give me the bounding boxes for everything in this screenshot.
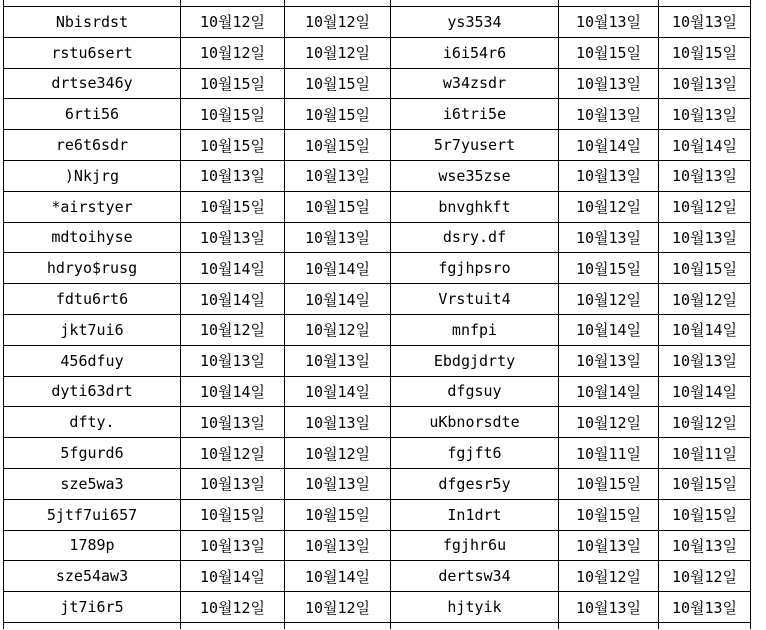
date-cell: 10월15일 xyxy=(659,499,751,530)
name-cell: dfty. xyxy=(4,407,181,438)
date-cell: 10월12일 xyxy=(559,561,659,592)
date-cell: 10월13일 xyxy=(285,530,391,561)
date-cell: 10월12일 xyxy=(559,191,659,222)
date-cell: 10월13일 xyxy=(559,7,659,38)
table-row xyxy=(4,160,751,191)
date-cell: 10월13일 xyxy=(181,407,285,438)
date-cell: 10월12일 xyxy=(181,438,285,469)
date-cell: 10월14일 xyxy=(181,253,285,284)
date-cell: 10월11일 xyxy=(559,438,659,469)
date-cell: 10월14일 xyxy=(559,314,659,345)
name-cell: jt7i6r5 xyxy=(4,592,181,623)
table-row xyxy=(4,530,751,561)
date-cell: 10월13일 xyxy=(285,222,391,253)
name-cell: *airstyer xyxy=(4,191,181,222)
name-cell: dsry.df xyxy=(391,222,559,253)
date-cell: 10월13일 xyxy=(181,530,285,561)
date-cell: 10월15일 xyxy=(285,99,391,130)
date-cell: 10월12일 xyxy=(285,592,391,623)
date-cell: 10월14일 xyxy=(181,284,285,315)
empty-cell xyxy=(659,622,751,629)
date-cell: 10월14일 xyxy=(285,284,391,315)
table-row xyxy=(4,376,751,407)
empty-cell xyxy=(285,622,391,629)
date-cell: 10월15일 xyxy=(181,68,285,99)
date-cell: 10월13일 xyxy=(559,160,659,191)
date-cell: 10월13일 xyxy=(559,530,659,561)
date-cell: 10월12일 xyxy=(659,284,751,315)
table-row xyxy=(4,68,751,99)
schedule-table xyxy=(3,0,751,629)
name-cell: uKbnorsdte xyxy=(391,407,559,438)
name-cell: 6rti56 xyxy=(4,99,181,130)
name-cell: mdtoihyse xyxy=(4,222,181,253)
date-cell: 10월15일 xyxy=(181,130,285,161)
date-cell: 10월12일 xyxy=(285,314,391,345)
name-cell: fgjhr6u xyxy=(391,530,559,561)
date-cell: 10월12일 xyxy=(659,561,751,592)
date-cell: 10월12일 xyxy=(181,7,285,38)
date-cell: 10월12일 xyxy=(285,438,391,469)
date-cell: 10월13일 xyxy=(559,68,659,99)
name-cell: fdtu6rt6 xyxy=(4,284,181,315)
name-cell: dfgesr5y xyxy=(391,468,559,499)
date-cell: 10월13일 xyxy=(659,160,751,191)
date-cell: 10월13일 xyxy=(181,468,285,499)
date-cell: 10월13일 xyxy=(659,530,751,561)
table-row xyxy=(4,468,751,499)
date-cell: 10월15일 xyxy=(181,499,285,530)
name-cell: fgjft6 xyxy=(391,438,559,469)
empty-cell xyxy=(181,622,285,629)
name-cell: hjtyik xyxy=(391,592,559,623)
date-cell: 10월14일 xyxy=(285,561,391,592)
date-cell: 10월15일 xyxy=(559,499,659,530)
name-cell: w34zsdr xyxy=(391,68,559,99)
name-cell: Nbisrdst xyxy=(4,7,181,38)
name-cell: Ebdgjdrty xyxy=(391,345,559,376)
table-row xyxy=(4,284,751,315)
table-row xyxy=(4,37,751,68)
date-cell: 10월12일 xyxy=(181,592,285,623)
name-cell: 456dfuy xyxy=(4,345,181,376)
date-cell: 10월13일 xyxy=(181,222,285,253)
name-cell: jkt7ui6 xyxy=(4,314,181,345)
date-cell: 10월13일 xyxy=(285,160,391,191)
date-cell: 10월15일 xyxy=(559,37,659,68)
table-row xyxy=(4,592,751,623)
date-cell: 10월15일 xyxy=(285,68,391,99)
date-cell: 10월14일 xyxy=(181,561,285,592)
date-cell: 10월14일 xyxy=(285,253,391,284)
table-row xyxy=(4,253,751,284)
date-cell: 10월15일 xyxy=(181,99,285,130)
name-cell: sze54aw3 xyxy=(4,561,181,592)
table-row xyxy=(4,314,751,345)
name-cell: rstu6sert xyxy=(4,37,181,68)
date-cell: 10월13일 xyxy=(659,345,751,376)
date-cell: 10월14일 xyxy=(181,376,285,407)
table-row xyxy=(4,191,751,222)
name-cell: hdryo$rusg xyxy=(4,253,181,284)
date-cell: 10월14일 xyxy=(285,376,391,407)
date-cell: 10월14일 xyxy=(559,130,659,161)
date-cell: 10월12일 xyxy=(181,314,285,345)
date-cell: 10월11일 xyxy=(659,438,751,469)
date-cell: 10월15일 xyxy=(285,499,391,530)
table-body xyxy=(4,0,751,629)
name-cell: ys3534 xyxy=(391,7,559,38)
name-cell: )Nkjrg xyxy=(4,160,181,191)
name-cell: drtse346y xyxy=(4,68,181,99)
date-cell: 10월15일 xyxy=(659,468,751,499)
name-cell: 5jtf7ui657 xyxy=(4,499,181,530)
date-cell: 10월15일 xyxy=(559,468,659,499)
date-cell: 10월13일 xyxy=(659,99,751,130)
date-cell: 10월13일 xyxy=(559,99,659,130)
date-cell: 10월13일 xyxy=(659,7,751,38)
name-cell: dfgsuy xyxy=(391,376,559,407)
date-cell: 10월15일 xyxy=(659,37,751,68)
name-cell: bnvghkft xyxy=(391,191,559,222)
date-cell: 10월13일 xyxy=(181,160,285,191)
name-cell: i6tri5e xyxy=(391,99,559,130)
date-cell: 10월13일 xyxy=(559,222,659,253)
date-cell: 10월14일 xyxy=(659,130,751,161)
table-row xyxy=(4,499,751,530)
date-cell: 10월15일 xyxy=(659,253,751,284)
name-cell: 5r7yusert xyxy=(391,130,559,161)
date-cell: 10월13일 xyxy=(659,68,751,99)
date-cell: 10월15일 xyxy=(285,191,391,222)
name-cell: sze5wa3 xyxy=(4,468,181,499)
date-cell: 10월14일 xyxy=(659,376,751,407)
date-cell: 10월14일 xyxy=(559,376,659,407)
name-cell: In1drt xyxy=(391,499,559,530)
partial-row-bottom xyxy=(4,622,751,629)
date-cell: 10월13일 xyxy=(659,222,751,253)
name-cell: i6i54r6 xyxy=(391,37,559,68)
date-cell: 10월14일 xyxy=(659,314,751,345)
date-cell: 10월13일 xyxy=(285,345,391,376)
name-cell: dyti63drt xyxy=(4,376,181,407)
name-cell: re6t6sdr xyxy=(4,130,181,161)
name-cell: Vrstuit4 xyxy=(391,284,559,315)
date-cell: 10월13일 xyxy=(559,592,659,623)
date-cell: 10월12일 xyxy=(659,191,751,222)
table-row xyxy=(4,222,751,253)
name-cell: fgjhpsro xyxy=(391,253,559,284)
date-cell: 10월13일 xyxy=(285,407,391,438)
table-row xyxy=(4,561,751,592)
empty-cell xyxy=(391,622,559,629)
name-cell: wse35zse xyxy=(391,160,559,191)
table-row xyxy=(4,7,751,38)
name-cell: mnfpi xyxy=(391,314,559,345)
date-cell: 10월12일 xyxy=(659,407,751,438)
date-cell: 10월12일 xyxy=(181,37,285,68)
date-cell: 10월15일 xyxy=(559,253,659,284)
table-row xyxy=(4,130,751,161)
date-cell: 10월15일 xyxy=(181,191,285,222)
date-cell: 10월12일 xyxy=(285,7,391,38)
name-cell: 5fgurd6 xyxy=(4,438,181,469)
date-cell: 10월13일 xyxy=(285,468,391,499)
name-cell: 1789p xyxy=(4,530,181,561)
table-row xyxy=(4,407,751,438)
empty-cell xyxy=(559,622,659,629)
empty-cell xyxy=(4,622,181,629)
table-row xyxy=(4,345,751,376)
date-cell: 10월13일 xyxy=(659,592,751,623)
date-cell: 10월12일 xyxy=(559,407,659,438)
date-cell: 10월13일 xyxy=(559,345,659,376)
table-row xyxy=(4,438,751,469)
date-cell: 10월15일 xyxy=(285,130,391,161)
date-cell: 10월13일 xyxy=(181,345,285,376)
date-cell: 10월12일 xyxy=(559,284,659,315)
table-row xyxy=(4,99,751,130)
date-cell: 10월12일 xyxy=(285,37,391,68)
name-cell: dertsw34 xyxy=(391,561,559,592)
